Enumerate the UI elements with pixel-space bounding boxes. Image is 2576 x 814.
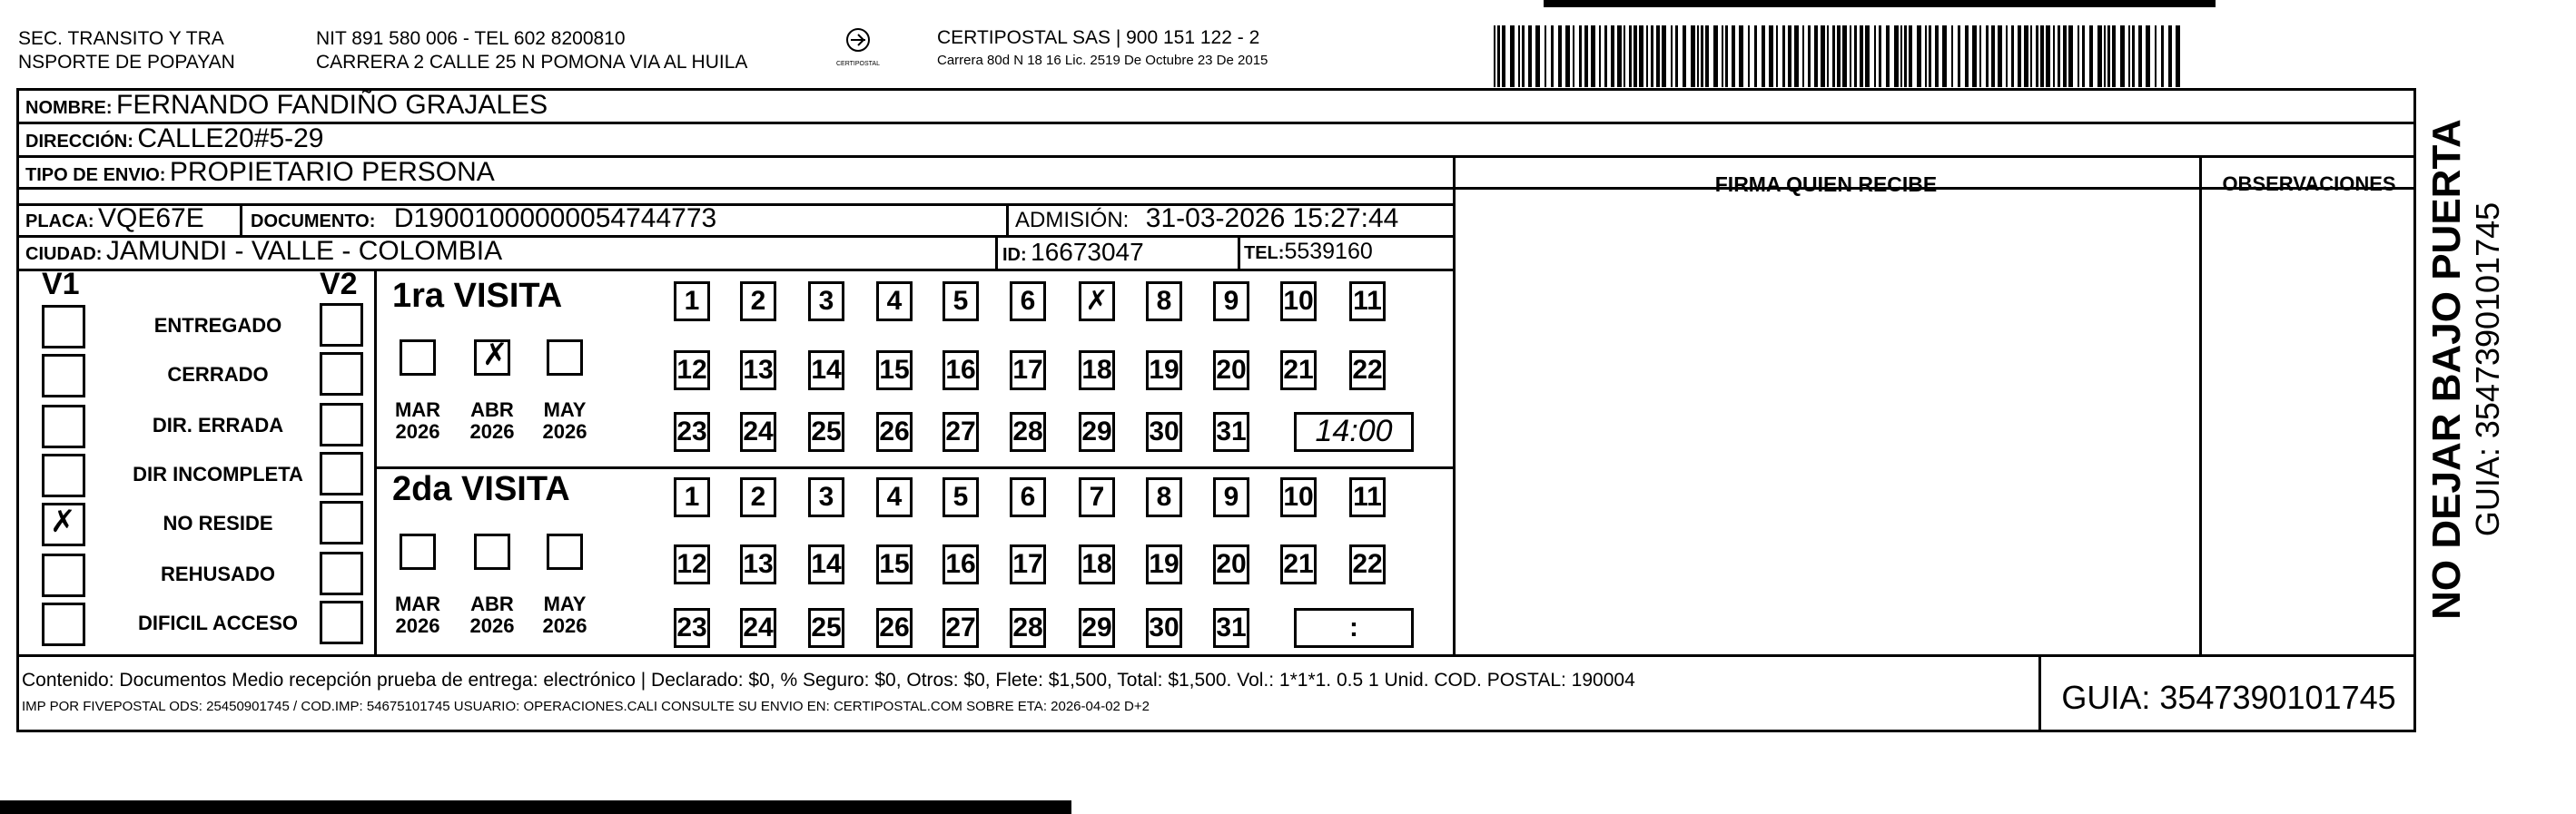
day-box[interactable]: 19 [1146,544,1182,584]
barcode-bar [2053,25,2055,87]
barcode-bar [2078,25,2079,87]
day-box[interactable]: 26 [876,412,913,452]
barcode-bar [1874,25,1876,87]
status-label: NO RESIDE [163,512,273,534]
barcode-bar [2011,25,2014,87]
month-name: ABR [470,593,514,615]
barcode-bar [1662,25,1666,87]
tipo-value: PROPIETARIO PERSONA [169,157,495,187]
col-firma-left [1453,155,1456,654]
month-checkbox[interactable] [400,534,436,570]
barcode-bar [1769,25,1773,87]
day-box[interactable]: 25 [808,412,844,452]
barcode-bar [1691,25,1695,87]
barcode-bar [1510,25,1515,87]
barcode-bar [1579,25,1582,87]
barcode-bar [1518,25,1520,87]
admision-sep [1006,203,1009,235]
barcode-bar [2161,25,2164,87]
barcode-bar [1754,25,1757,87]
barcode-bar [1522,25,1525,87]
day-box[interactable]: 27 [943,608,979,648]
day-box[interactable]: 19 [1146,350,1182,390]
barcode-bar [1808,25,1811,87]
placa-cell [25,203,204,234]
barcode-bar [1604,25,1607,87]
first-visit-time[interactable] [1294,412,1414,452]
tel-value: 5539160 [1284,239,1373,264]
barcode-bar [1917,25,1921,87]
v2-label: V2 [320,267,358,301]
barcode-bar [1528,25,1532,87]
barcode-bar [1617,25,1622,87]
month-name: ABR [470,398,514,421]
no-dejar-text: NO DEJAR BAJO PUERTA [2424,119,2469,620]
company-line: CERTIPOSTAL SAS | 900 151 122 - 2 [937,27,1260,48]
day-box[interactable]: 5 [943,281,979,321]
day-box[interactable]: 21 [1280,544,1317,584]
day-box[interactable]: 29 [1079,608,1115,648]
barcode-bar [1909,25,1912,87]
documento-value: D19001000000054744773 [393,203,717,233]
v2-checkbox[interactable] [320,403,363,446]
barcode-bar [1929,25,1931,87]
v1-checkbox[interactable] [42,454,85,497]
barcode-bar [1935,25,1939,87]
guia-box-value: GUIA: 3547390101745 [2061,679,2396,716]
first-visit-time-value: 14:00 [1315,414,1393,448]
barcode-bar [2040,25,2044,87]
month-checkbox[interactable] [547,339,583,376]
barcode-bar [1633,25,1637,87]
status-label: DIR. ERRADA [152,414,284,436]
day-box[interactable]: 27 [943,412,979,452]
logo-icon [840,27,876,56]
id-label: ID: [1002,245,1027,265]
placa-label: PLACA: [25,211,94,231]
tel-sep [1238,235,1240,269]
status-sep [374,269,377,654]
barcode-bar [1860,25,1863,87]
license-line: Carrera 80d N 18 16 Lic. 2519 De Octubre 23 De 2015 [937,53,1268,68]
month-checkbox[interactable] [474,534,510,570]
barcode-bar [1972,25,1977,87]
barcode-bar [2112,25,2116,87]
org-line2: NSPORTE DE POPAYAN [18,52,235,73]
day-box[interactable]: 16 [943,350,979,390]
barcode-bar [1979,25,1981,87]
day-box[interactable]: 7 [1079,477,1115,517]
barcode-bar [2030,25,2032,87]
v2-checkbox[interactable] [320,501,363,544]
barcode-bar [1656,25,1660,87]
month-label [465,399,519,443]
month-checkbox[interactable] [474,339,510,376]
status-label: ENTREGADO [153,314,282,337]
day-box[interactable]: 31 [1213,412,1249,452]
second-visit-title: 2da VISITA [392,470,570,508]
bottom-edge-bar [0,800,1071,814]
day-box[interactable]: 23 [674,412,710,452]
second-visit-time-value: : [1349,613,1358,642]
v2-checkbox[interactable] [320,352,363,396]
barcode-bar [1748,25,1750,87]
v2-checkbox[interactable] [320,452,363,495]
v1-checkbox[interactable] [42,554,85,597]
day-box[interactable]: 3 [808,281,844,321]
day-box[interactable]: 20 [1213,350,1249,390]
barcode-bar [1850,25,1851,87]
header-company [937,27,1268,68]
barcode-bar [1900,25,1902,87]
barcode-bar [1821,25,1825,87]
v1-checkbox[interactable] [42,305,85,348]
day-box[interactable]: 6 [1010,477,1046,517]
day-box[interactable]: 10 [1280,477,1317,517]
row-line-7 [16,654,2416,657]
tipo-row [25,157,495,188]
nit-line: NIT 891 580 006 - TEL 602 8200810 [316,28,626,49]
barcode-bar [1998,25,2002,87]
month-label [538,399,592,443]
barcode-bar [1565,25,1570,87]
second-visit-time[interactable] [1294,608,1414,648]
barcode-bar [2046,25,2050,87]
nombre-label: NOMBRE: [25,98,113,118]
address-line: CARRERA 2 CALLE 25 N POMONA VIA AL HUILA [316,52,748,73]
day-box[interactable]: 29 [1079,412,1115,452]
barcode [1494,25,2184,87]
day-box[interactable]: 1 [674,477,710,517]
barcode-bar [2018,25,2021,87]
day-box[interactable]: 28 [1010,412,1046,452]
ciudad-value: JAMUNDI - VALLE - COLOMBIA [105,236,503,266]
admision-label: ADMISIÓN: [1015,208,1130,232]
barcode-bar [1624,25,1625,87]
day-box[interactable]: 12 [674,350,710,390]
month-label [390,593,445,637]
day-box[interactable]: 8 [1146,477,1182,517]
ciudad-cell [25,236,502,267]
day-box[interactable]: 1 [674,281,710,321]
month-name: MAY [543,398,587,421]
status-label: REHUSADO [161,563,275,585]
barcode-bar [1651,25,1653,87]
certipostal-logo [826,27,890,73]
barcode-bar [1794,25,1799,87]
month-year: 2026 [542,614,587,637]
barcode-bar [2058,25,2060,87]
documento-label: DOCUMENTO: [251,211,376,231]
day-box[interactable]: 3 [808,477,844,517]
day-box[interactable]: 30 [1146,412,1182,452]
documento-cell [251,203,716,234]
month-name: MAR [394,593,441,615]
barcode-bar [2138,25,2142,87]
v2-checkbox[interactable] [320,601,363,644]
barcode-bar [1671,25,1673,87]
v2-checkbox[interactable] [320,303,363,347]
v1-checkbox[interactable] [42,603,85,646]
barcode-bar [1782,25,1785,87]
day-box[interactable]: 14 [808,350,844,390]
barcode-bar [1573,25,1574,87]
barcode-bar [1739,25,1743,87]
side-guia-text: GUIA: 3547390101745 [2469,201,2506,537]
barcode-bar [1958,25,1960,87]
day-box[interactable]: 17 [1010,544,1046,584]
admision-cell [1015,203,1398,234]
v1-checkbox[interactable] [42,503,85,546]
barcode-bar [1558,25,1562,87]
day-box[interactable]: 30 [1146,608,1182,648]
day-box[interactable]: 31 [1213,608,1249,648]
barcode-bar [2146,25,2150,87]
barcode-bar [1646,25,1648,87]
day-box[interactable]: 2 [740,477,776,517]
day-box[interactable]: 4 [876,281,913,321]
barcode-bar [2128,25,2130,87]
barcode-bar [1986,25,1989,87]
barcode-bar [2168,25,2172,87]
barcode-bar [1837,25,1841,87]
checkmark-icon: ✗ [50,504,76,540]
month-label [465,593,519,637]
day-box[interactable]: 13 [740,350,776,390]
barcode-bar [1732,25,1735,87]
col-obs-left [2199,155,2202,654]
barcode-bar [1865,25,1870,87]
tipo-label: TIPO DE ENVIO: [25,165,166,185]
day-box[interactable]: 11 [1349,477,1386,517]
day-box[interactable]: 5 [943,477,979,517]
month-year: 2026 [542,420,587,443]
day-box[interactable]: 9 [1213,477,1249,517]
day-box[interactable]: ✗ [1079,281,1115,321]
side-text-rotated [2415,93,2506,646]
month-label [390,399,445,443]
day-box[interactable]: 15 [876,350,913,390]
day-box[interactable]: 14 [808,544,844,584]
direccion-value: CALLE20#5-29 [137,123,324,153]
month-name: MAY [543,593,587,615]
day-box[interactable]: 26 [876,608,913,648]
nombre-row [25,90,548,121]
day-box[interactable]: 24 [740,412,776,452]
barcode-bar [1683,25,1686,87]
barcode-bar [2120,25,2125,87]
tel-cell [1244,239,1373,265]
barcode-bar [1545,25,1546,87]
barcode-bar [2107,25,2110,87]
barcode-bar [2068,25,2073,87]
barcode-bar [1551,25,1554,87]
contenido-line: Contenido: Documentos Medio recepción prueba de entrega: electrónico | Declarado: $0, % Seguro: $0, Otros: $0, Flete: $1,500, Total: $1,500. Vol.: 1*1*1. 0.5 1 Unid. COD. POSTAL: 190004 [22,670,1635,691]
month-year: 2026 [469,614,515,637]
day-box[interactable]: 6 [1010,281,1046,321]
barcode-bar [1854,25,1857,87]
barcode-bar [2176,25,2180,87]
row-line-6 [16,269,1453,271]
barcode-bar [1611,25,1614,87]
barcode-bar [1494,25,1495,87]
v1-label: V1 [42,267,80,301]
day-box[interactable]: 24 [740,608,776,648]
barcode-bar [2082,25,2085,87]
barcode-bar [1894,25,1899,87]
day-box[interactable]: 9 [1213,281,1249,321]
visit-sep [374,466,1453,469]
month-checkbox[interactable] [400,339,436,376]
month-year: 2026 [395,420,440,443]
day-box[interactable]: 15 [876,544,913,584]
side-text [2415,93,2576,646]
first-visit-title: 1ra VISITA [392,277,563,315]
barcode-bar [1991,25,1995,87]
day-box[interactable]: 22 [1349,544,1386,584]
status-label: DIR INCOMPLETA [133,463,303,485]
v2-checkbox[interactable] [320,552,363,595]
barcode-bar [1675,25,1678,87]
barcode-bar [2024,25,2028,87]
firma-header: FIRMA QUIEN RECIBE [1714,172,1938,196]
barcode-bar [1535,25,1540,87]
day-box[interactable]: 23 [674,608,710,648]
day-box[interactable]: 12 [674,544,710,584]
month-year: 2026 [395,614,440,637]
day-box[interactable]: 21 [1280,350,1317,390]
barcode-bar [1788,25,1791,87]
month-label [538,593,592,637]
barcode-bar [1942,25,1947,87]
checkmark-icon: ✗ [482,337,508,373]
barcode-bar [2155,25,2157,87]
v1-checkbox[interactable] [42,405,85,448]
barcode-bar [1705,25,1709,87]
header-org [18,27,235,74]
ciudad-label: CIUDAD: [25,244,103,264]
barcode-bar [1629,25,1632,87]
row-line-1 [16,122,2416,124]
id-value: 16673047 [1031,238,1144,266]
barcode-bar [1842,25,1847,87]
v1-checkbox[interactable] [42,354,85,397]
barcode-bar [1584,25,1588,87]
barcode-bar [1722,25,1723,87]
month-checkbox[interactable] [547,534,583,570]
top-edge-fragment [1544,0,2216,7]
barcode-bar [1591,25,1595,87]
barcode-bar [2097,25,2102,87]
barcode-bar [2063,25,2067,87]
day-box[interactable]: 25 [808,608,844,648]
month-name: MAR [394,398,441,421]
day-box[interactable]: 18 [1079,544,1115,584]
barcode-bar [1762,25,1765,87]
barcode-graphic [1494,25,2184,87]
day-box[interactable]: 16 [943,544,979,584]
status-label: DIFICIL ACCESO [137,612,298,634]
day-box[interactable]: 28 [1010,608,1046,648]
barcode-bar [1497,25,1500,87]
barcode-bar [1951,25,1953,87]
barcode-bar [1697,25,1699,87]
id-sep [995,235,998,269]
barcode-bar [2036,25,2038,87]
imp-line: IMP POR FIVEPOSTAL ODS: 25450901745 / COD.IMP: 54675101745 USUARIO: OPERACIONES.CALI CONSULTE SU ENVIO EN: CERTIPOSTAL.COM SOBRE ETA: 2026-04-02 D+2 [22,699,1150,714]
barcode-bar [1713,25,1718,87]
barcode-bar [1925,25,1927,87]
barcode-bar [1502,25,1505,87]
status-label: CERRADO [167,363,269,386]
day-box[interactable]: 4 [876,477,913,517]
barcode-bar [1776,25,1778,87]
day-box[interactable]: 11 [1349,281,1386,321]
barcode-bar [1599,25,1601,87]
barcode-bar [2089,25,2093,87]
placa-sep [240,203,242,235]
day-box[interactable]: 8 [1146,281,1182,321]
day-box[interactable]: 13 [740,544,776,584]
barcode-bar [1814,25,1818,87]
day-box[interactable]: 10 [1280,281,1317,321]
day-box[interactable]: 20 [1213,544,1249,584]
barcode-bar [2006,25,2008,87]
day-box[interactable]: 18 [1079,350,1115,390]
header-nit [316,27,747,74]
barcode-bar [1639,25,1643,87]
direccion-row [25,123,324,154]
org-line1: SEC. TRANSITO Y TRA [18,28,224,49]
tel-label: TEL: [1244,243,1285,263]
barcode-bar [1832,25,1835,87]
day-box[interactable]: 2 [740,281,776,321]
barcode-bar [1879,25,1881,87]
nombre-value: FERNANDO FANDIÑO GRAJALES [116,90,548,120]
barcode-bar [1701,25,1703,87]
barcode-bar [1725,25,1728,87]
direccion-label: DIRECCIÓN: [25,132,133,152]
admision-value: 31-03-2026 15:27:44 [1145,203,1399,233]
barcode-bar [1886,25,1890,87]
barcode-bar [2104,25,2106,87]
barcode-bar [1802,25,1804,87]
observaciones-header: OBSERVACIONES [2222,172,2396,195]
barcode-bar [1827,25,1829,87]
barcode-bar [1965,25,1969,87]
barcode-bar [2132,25,2135,87]
barcode-bar [1904,25,1907,87]
logo-text: CERTIPOSTAL [836,61,880,67]
month-year: 2026 [469,420,515,443]
day-box[interactable]: 22 [1349,350,1386,390]
placa-value: VQE67E [98,203,204,233]
day-box[interactable]: 17 [1010,350,1046,390]
id-cell [1002,238,1144,267]
